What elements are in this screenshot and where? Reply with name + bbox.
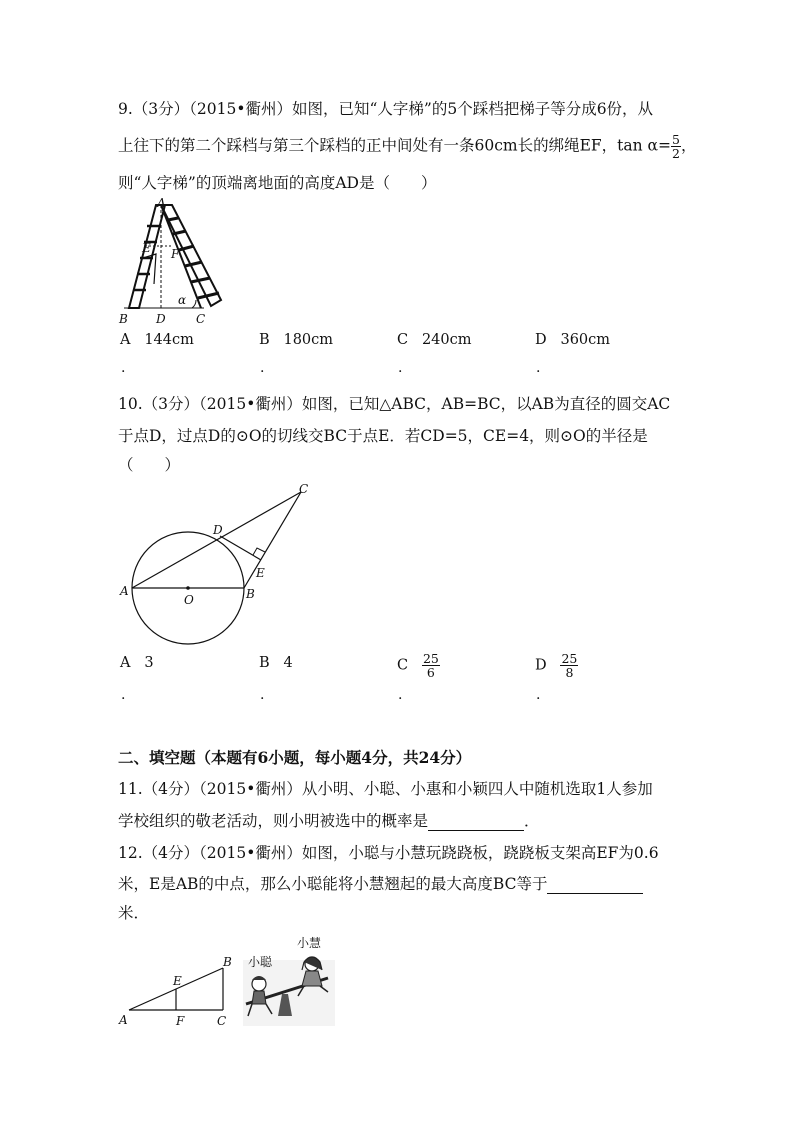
line-bc: [244, 492, 301, 588]
q11-line2-text: 学校组织的敬老活动，则小明被选中的概率是: [118, 812, 429, 830]
boy-body: [252, 991, 266, 1004]
section-2-title: 二、填空题（本题有6小题，每小题4分，共24分）: [118, 748, 472, 767]
q12-answer-blank[interactable]: [547, 875, 643, 894]
ladder-figure: [116, 196, 230, 328]
q12-line1: 12.（4分）（2015•衢州）如图，小聪与小慧玩跷跷板，跷跷板支架高EF为0.6: [118, 844, 659, 862]
seesaw-figure: [116, 930, 346, 1030]
q9-option-b-letter: B: [259, 332, 270, 348]
q12-line2-text: 米，E是AB的中点，那么小聪能将小慧翘起的最大高度BC等于: [118, 875, 548, 893]
q9-option-d[interactable]: [535, 332, 610, 348]
q10-line1: 10.（3分）（2015•衢州）如图，已知△ABC，AB=BC，以AB为直径的圆交AC: [118, 395, 671, 413]
tan-alpha-denominator: 2: [672, 146, 680, 161]
q9-option-d-text: 360cm: [560, 332, 611, 348]
q10-option-a-dot: .: [121, 687, 126, 703]
q10-line2: 于点D，过点D的⊙O的切线交BC于点E．若CD=5，CE=4，则⊙O的半径是: [118, 427, 648, 445]
label-d: D: [156, 312, 166, 326]
seesaw-illustration: [243, 935, 335, 1026]
q10-option-d-letter: D: [535, 657, 547, 674]
q10-line3: （ ）: [118, 456, 181, 474]
q9-option-c[interactable]: [397, 332, 471, 348]
q10-option-b-dot: .: [260, 687, 265, 703]
q9-option-c-dot: .: [398, 360, 403, 376]
q11-answer-blank[interactable]: [428, 812, 524, 831]
label-e: E: [173, 974, 182, 988]
q12-line3: 米．: [118, 904, 150, 922]
label-a: A: [120, 584, 129, 598]
label-e: E: [256, 566, 265, 580]
q9-option-a-text: 144cm: [144, 332, 194, 348]
alpha-arc: [192, 300, 196, 308]
label-alpha: α: [178, 293, 187, 307]
q9-option-b-dot: .: [260, 360, 265, 376]
q9-line3: 则“人字梯”的顶端离地面的高度AD是（ ）: [118, 174, 437, 192]
q10-option-c[interactable]: [397, 652, 440, 679]
q9-option-b[interactable]: [259, 332, 333, 348]
q11-line1: 11.（4分）（2015•衢州）从小明、小聪、小惠和小颖四人中随机选取1人参加: [118, 780, 653, 798]
girl-label: 小慧: [297, 936, 322, 950]
q10-option-c-fraction: [422, 652, 440, 679]
girl-body: [302, 971, 322, 986]
q9-line2: [118, 133, 696, 160]
q10-option-b[interactable]: [259, 655, 293, 671]
label-c: C: [217, 1014, 227, 1028]
center-point: [186, 586, 190, 590]
q9-option-d-dot: .: [536, 360, 541, 376]
q10-option-d-den: 8: [565, 665, 574, 680]
q10-option-c-dot: .: [398, 687, 403, 703]
tangent-de: [220, 536, 261, 560]
q10-option-a-text: 3: [144, 655, 154, 671]
label-f: F: [176, 1014, 185, 1028]
label-o: O: [184, 593, 194, 607]
label-c: C: [299, 482, 309, 496]
q9-option-b-text: 180cm: [283, 332, 334, 348]
q12-line2: [118, 874, 643, 894]
q9-option-c-text: 240cm: [421, 332, 472, 348]
label-b: B: [246, 587, 255, 601]
q10-option-d[interactable]: [535, 652, 578, 679]
q10-option-d-dot: .: [536, 687, 541, 703]
q11-line2-end: ．: [524, 812, 540, 830]
line-ac: [132, 492, 301, 588]
q9-line1: 9.（3分）（2015•衢州）如图，已知“人字梯”的5个踩档把梯子等分成6份，从: [118, 100, 654, 118]
q10-option-a-letter: A: [120, 655, 131, 671]
label-c: C: [196, 312, 206, 326]
label-a: A: [119, 1013, 128, 1027]
q10-option-c-num: 25: [422, 651, 439, 666]
q9-option-c-letter: C: [397, 332, 409, 348]
label-b: B: [119, 312, 128, 326]
tan-alpha-fraction: [671, 133, 681, 160]
label-e: E: [142, 241, 151, 255]
label-b: B: [223, 955, 232, 969]
q10-option-b-text: 4: [283, 655, 293, 671]
q9-option-a-dot: .: [121, 360, 126, 376]
q10-option-c-letter: C: [397, 657, 409, 674]
right-angle-mark: [253, 548, 265, 555]
q10-option-d-num: 25: [561, 651, 578, 666]
circle-figure: [116, 480, 316, 650]
q9-line2-text: 上往下的第二个踩档与第三个踩档的正中间处有一条60cm长的绑绳EF，tan α=: [118, 136, 672, 155]
label-a: A: [157, 196, 166, 210]
q9-line2-end: ，: [680, 136, 697, 155]
label-d: D: [213, 523, 223, 537]
label-f: F: [171, 247, 180, 261]
boy-label: 小聪: [248, 955, 273, 969]
q10-option-c-den: 6: [426, 665, 435, 680]
tan-alpha-numerator: 5: [672, 132, 680, 147]
q9-option-d-letter: D: [535, 332, 547, 348]
q9-option-a-letter: A: [120, 332, 131, 348]
q10-option-d-fraction: [560, 652, 578, 679]
q10-option-b-letter: B: [259, 655, 270, 671]
q11-line2: [118, 811, 540, 831]
q10-option-a[interactable]: [120, 655, 154, 671]
q9-option-a[interactable]: [120, 332, 194, 348]
